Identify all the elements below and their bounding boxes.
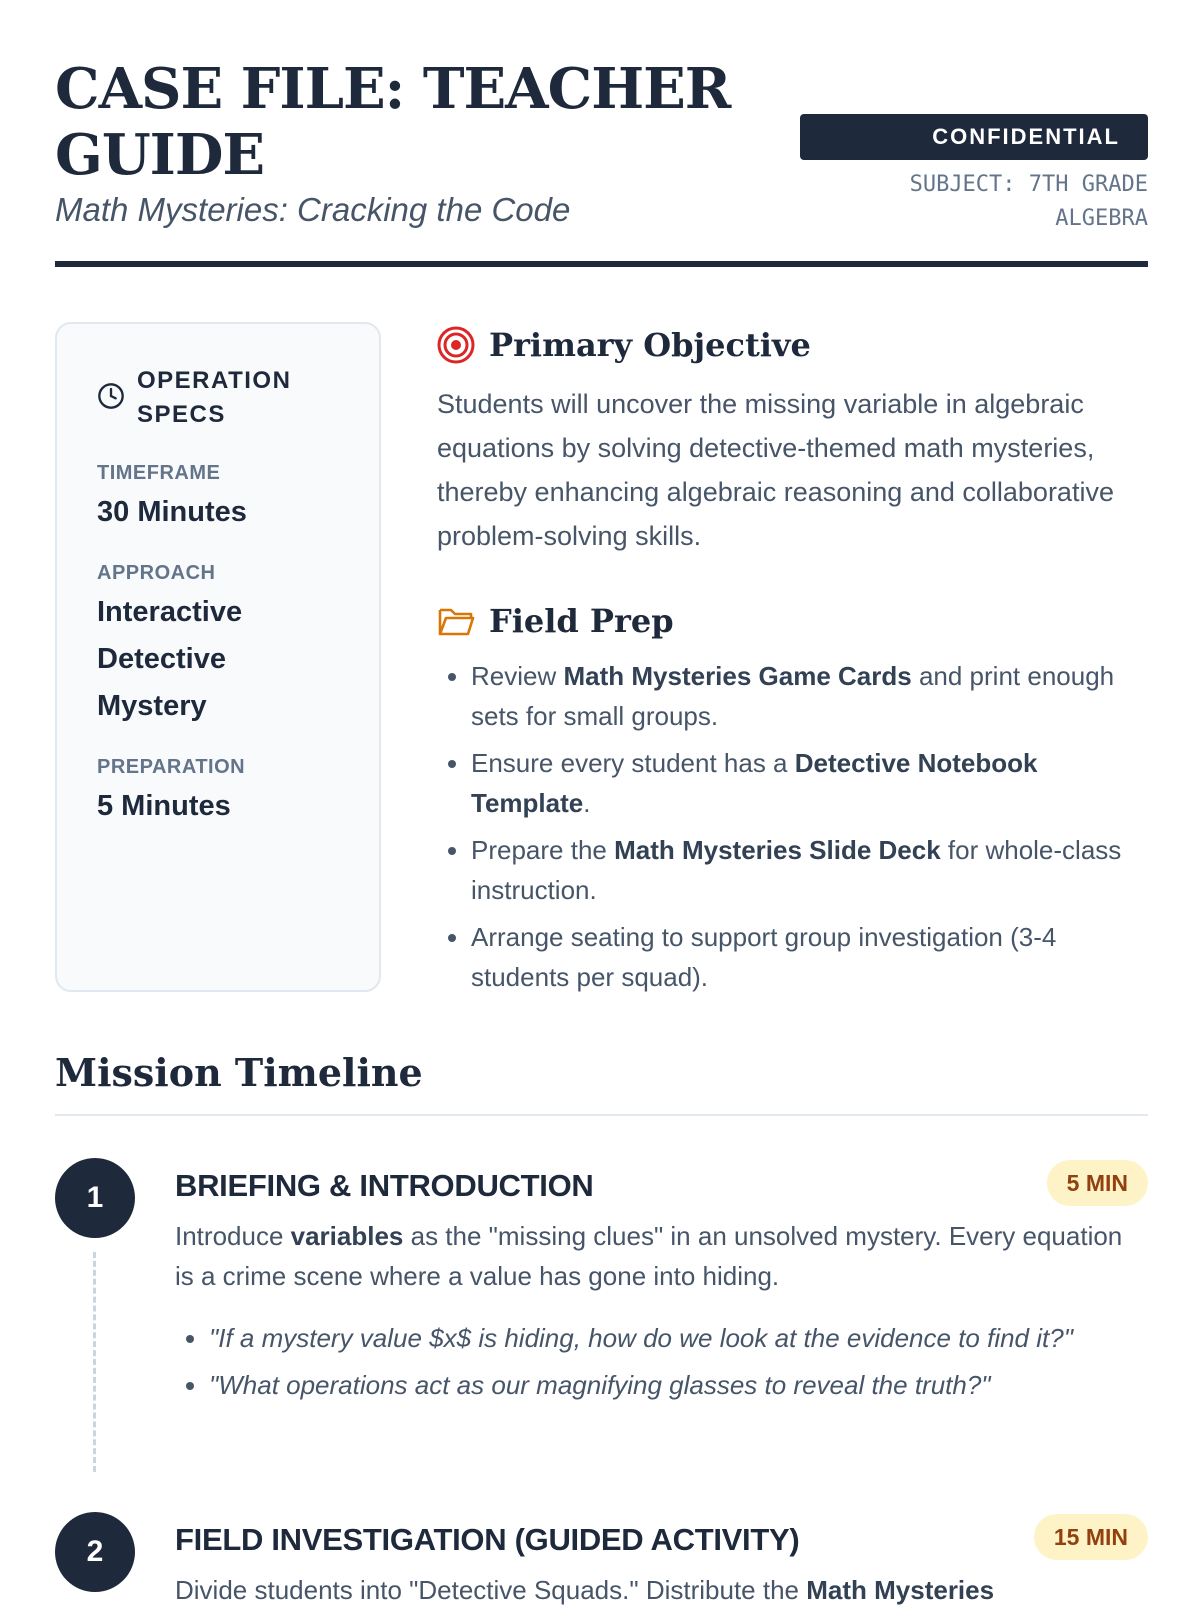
duration-badge: 15 MIN — [1034, 1514, 1148, 1560]
duration-badge: 5 MIN — [1047, 1160, 1148, 1206]
folder-icon — [437, 604, 475, 638]
header-divider — [55, 261, 1148, 267]
page-title: CASE FILE: TEACHER GUIDE — [55, 56, 731, 188]
teacher-guide-page — [55, 0, 1148, 1605]
subject-label: SUBJECT: 7TH GRADE ALGEBRA — [909, 172, 1148, 231]
right-column — [437, 322, 1148, 1004]
step-connector — [93, 1252, 96, 1472]
field-prep-list — [437, 656, 1148, 997]
spec-value-preparation: 5 Minutes — [97, 790, 231, 822]
prep-item: • Prepare the Math Mysteries Slide Deck for whole-class instruction. — [471, 830, 1148, 910]
prep-item: • Arrange seating to support group investigation (3-4 students per squad). — [471, 917, 1148, 997]
spec-value-timeframe: 30 Minutes — [97, 496, 247, 528]
discussion-questions — [175, 1318, 1128, 1412]
specs-title: OPERATION SPECS — [137, 367, 292, 428]
operation-specs-card — [55, 322, 381, 992]
field-prep-header — [437, 598, 1148, 644]
step-number: 2 — [55, 1512, 135, 1592]
question-item: • "If a mystery value $x$ is hiding, how do we look at the evidence to find it?" — [209, 1318, 1128, 1358]
clock-icon — [97, 382, 125, 410]
objective-title: Primary Objective — [489, 326, 811, 364]
objective-header — [437, 322, 1148, 368]
target-icon — [437, 326, 475, 364]
spec-value-approach: Interactive Detective Mystery — [97, 596, 243, 722]
step-number: 1 — [55, 1158, 135, 1238]
header — [55, 0, 1148, 270]
confidential-badge: CONFIDENTIAL — [800, 114, 1148, 160]
timeline-title: Mission Timeline — [55, 1050, 423, 1095]
spec-label-timeframe: TIMEFRAME — [97, 462, 221, 484]
prep-item: • Ensure every student has a Detective Notebook Template. — [471, 743, 1148, 823]
page-subtitle: Math Mysteries: Cracking the Code — [55, 191, 571, 228]
step-description: Divide students into "Detective Squads." Distribute the Math Mysteries — [175, 1575, 995, 1605]
question-item: • "What operations act as our magnifying glasses to reveal the truth?" — [209, 1365, 1128, 1405]
field-prep-title: Field Prep — [489, 602, 674, 640]
step-title: FIELD INVESTIGATION (GUIDED ACTIVITY) — [175, 1522, 800, 1557]
spec-label-preparation: PREPARATION — [97, 756, 246, 778]
timeline-divider — [55, 1114, 1148, 1116]
prep-item: • Review Math Mysteries Game Cards and print enough sets for small groups. — [471, 656, 1148, 736]
spec-label-approach: APPROACH — [97, 562, 216, 584]
step-description: Introduce variables as the "missing clues" in an unsolved mystery. Every equation is a crime scene where a value has gone into hiding. — [175, 1221, 1123, 1291]
specs-header — [97, 364, 339, 432]
objective-text: Students will uncover the missing variable in algebraic equations by solving detective-themed math mysteries, thereby enhancing algebraic reasoning and collaborative problem-solving skills. — [437, 389, 1114, 551]
step-title: BRIEFING & INTRODUCTION — [175, 1168, 594, 1203]
